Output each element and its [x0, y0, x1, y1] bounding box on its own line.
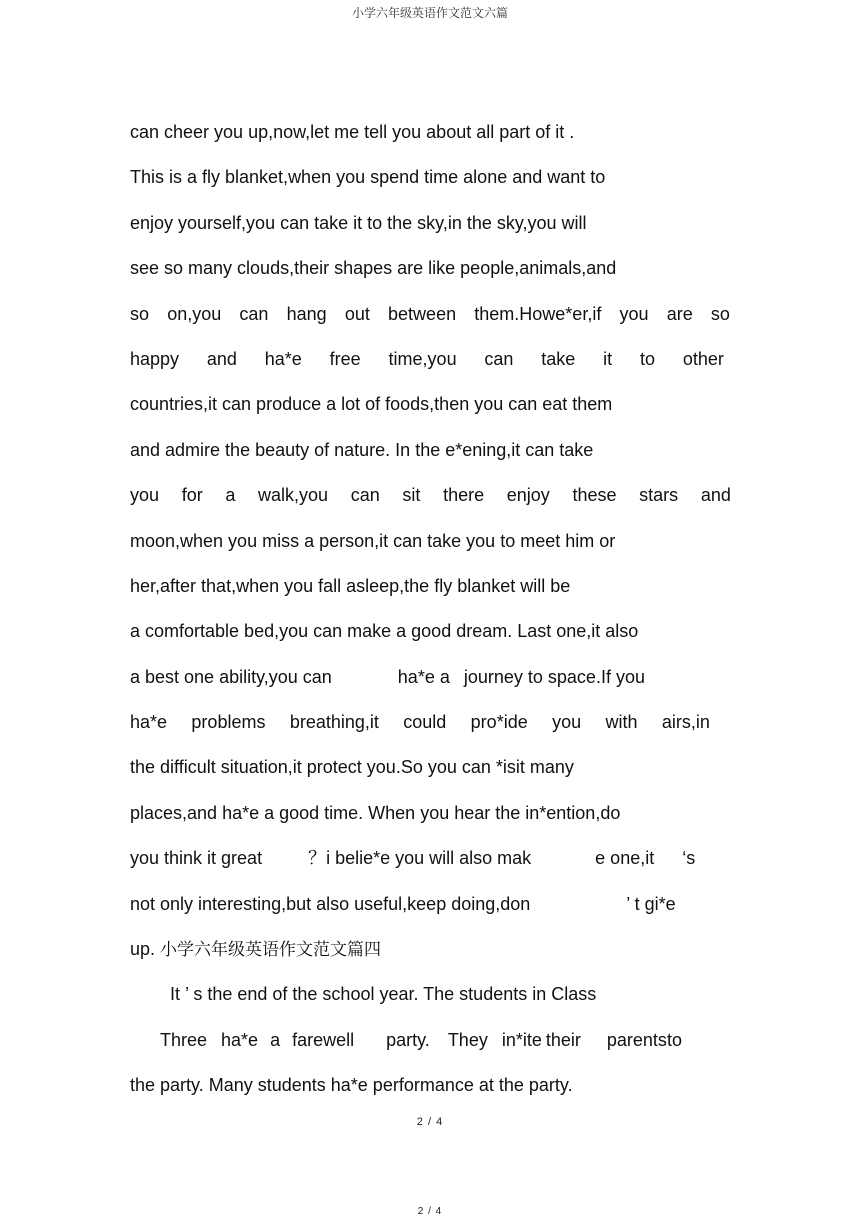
word: stars — [639, 485, 679, 506]
text-line — [130, 292, 730, 337]
word: on,you — [167, 303, 222, 324]
word: can — [484, 348, 514, 369]
segment: you think it great — [130, 848, 263, 869]
text-line: see so many clouds,their shapes are like people,animals,and — [130, 258, 617, 279]
word: sit — [402, 485, 421, 506]
word: ha*e — [264, 348, 302, 369]
word: out — [344, 303, 370, 324]
word: a — [225, 485, 236, 506]
word: to — [666, 1029, 682, 1050]
word: in*ite — [501, 1029, 542, 1050]
text-line — [130, 882, 740, 927]
segment: not only interesting,but also useful,keep doing,don — [130, 893, 531, 914]
text-line: countries,it can produce a lot of foods,then you can eat them — [130, 394, 613, 415]
word: ha*e — [221, 1029, 259, 1050]
word: their — [545, 1029, 581, 1050]
word: are — [666, 303, 693, 324]
text-line: This is a fly blanket,when you spend time alone and want to — [130, 167, 606, 188]
word: between — [388, 303, 457, 324]
word: there — [443, 485, 485, 506]
word: hang — [286, 303, 327, 324]
word: pro*ide — [470, 712, 528, 733]
word: could — [403, 712, 447, 733]
word: problems — [191, 712, 266, 733]
word: to — [640, 348, 656, 369]
word: walk,you — [258, 485, 329, 506]
word: so — [710, 303, 730, 324]
word: enjoy — [506, 485, 550, 506]
segment: a best one ability,you can — [130, 666, 332, 687]
word: for — [181, 485, 203, 506]
word: happy — [130, 348, 180, 369]
section-heading: 小学六年级英语作文范文篇四 — [160, 940, 382, 961]
word: you — [552, 712, 582, 733]
text-line — [130, 337, 724, 382]
word: breathing,it — [289, 712, 379, 733]
text-line — [130, 927, 740, 972]
text-line: the party. Many students ha*e performance at the party. — [130, 1075, 573, 1096]
word: and — [700, 485, 731, 506]
essay-body — [130, 110, 740, 1109]
word: so — [130, 303, 150, 324]
word: a — [270, 1029, 281, 1050]
word: can — [239, 303, 269, 324]
segment: journey to space.If you — [463, 666, 645, 687]
word: it — [603, 348, 613, 369]
word: time,you — [388, 348, 457, 369]
text-line — [130, 700, 710, 745]
text-line: the difficult situation,it protect you.So you can *isit many — [130, 757, 574, 778]
word: They — [447, 1029, 488, 1050]
word: these — [572, 485, 617, 506]
word: can — [350, 485, 380, 506]
text-line: moon,when you miss a person,it can take you to meet him or — [130, 530, 616, 551]
word: you — [619, 303, 649, 324]
word: other — [682, 348, 724, 369]
word: Three — [160, 1029, 208, 1050]
word: with — [605, 712, 638, 733]
segment: ’ t gi*e — [626, 893, 676, 914]
segment: ‘s — [682, 848, 696, 869]
text-line: can cheer you up,now,let me tell you about all part of it . — [130, 122, 575, 142]
text-line — [130, 1018, 740, 1063]
paragraph-start: It ’ s the end of the school year. The students in Class — [170, 984, 597, 1005]
text-line — [130, 836, 740, 881]
text-line — [130, 655, 740, 700]
page-number: 2 / 4 — [416, 1116, 444, 1128]
text-line: her,after that,when you fall asleep,the fly blanket will be — [130, 575, 571, 596]
word: them.Howe*er,if — [474, 303, 602, 324]
word: free — [329, 348, 361, 369]
word: party. — [386, 1029, 430, 1050]
segment: up. — [130, 939, 156, 960]
text-line: enjoy yourself,you can take it to the sky,in the sky,you will — [130, 212, 587, 233]
word: airs,in — [661, 712, 710, 733]
text-line: a comfortable bed,you can make a good dream. Last one,it also — [130, 621, 639, 642]
footer-page-number: 2 / 4 — [417, 1206, 443, 1217]
text-line: places,and ha*e a good time. When you hear the in*ention,do — [130, 802, 621, 823]
segment: ha*e a — [397, 666, 450, 687]
text-line — [130, 473, 731, 518]
word: and — [206, 348, 237, 369]
segment: e one,it — [595, 848, 655, 869]
word: parents — [606, 1029, 667, 1050]
word: ha*e — [130, 712, 168, 733]
segment: ？i belie*e you will also mak — [308, 848, 532, 869]
word: farewell — [292, 1029, 355, 1050]
running-header: 小学六年级英语作文范文六篇 — [351, 6, 508, 20]
word: you — [130, 485, 160, 506]
text-line: and admire the beauty of nature. In the e*ening,it can take — [130, 439, 594, 460]
word: take — [541, 348, 576, 369]
